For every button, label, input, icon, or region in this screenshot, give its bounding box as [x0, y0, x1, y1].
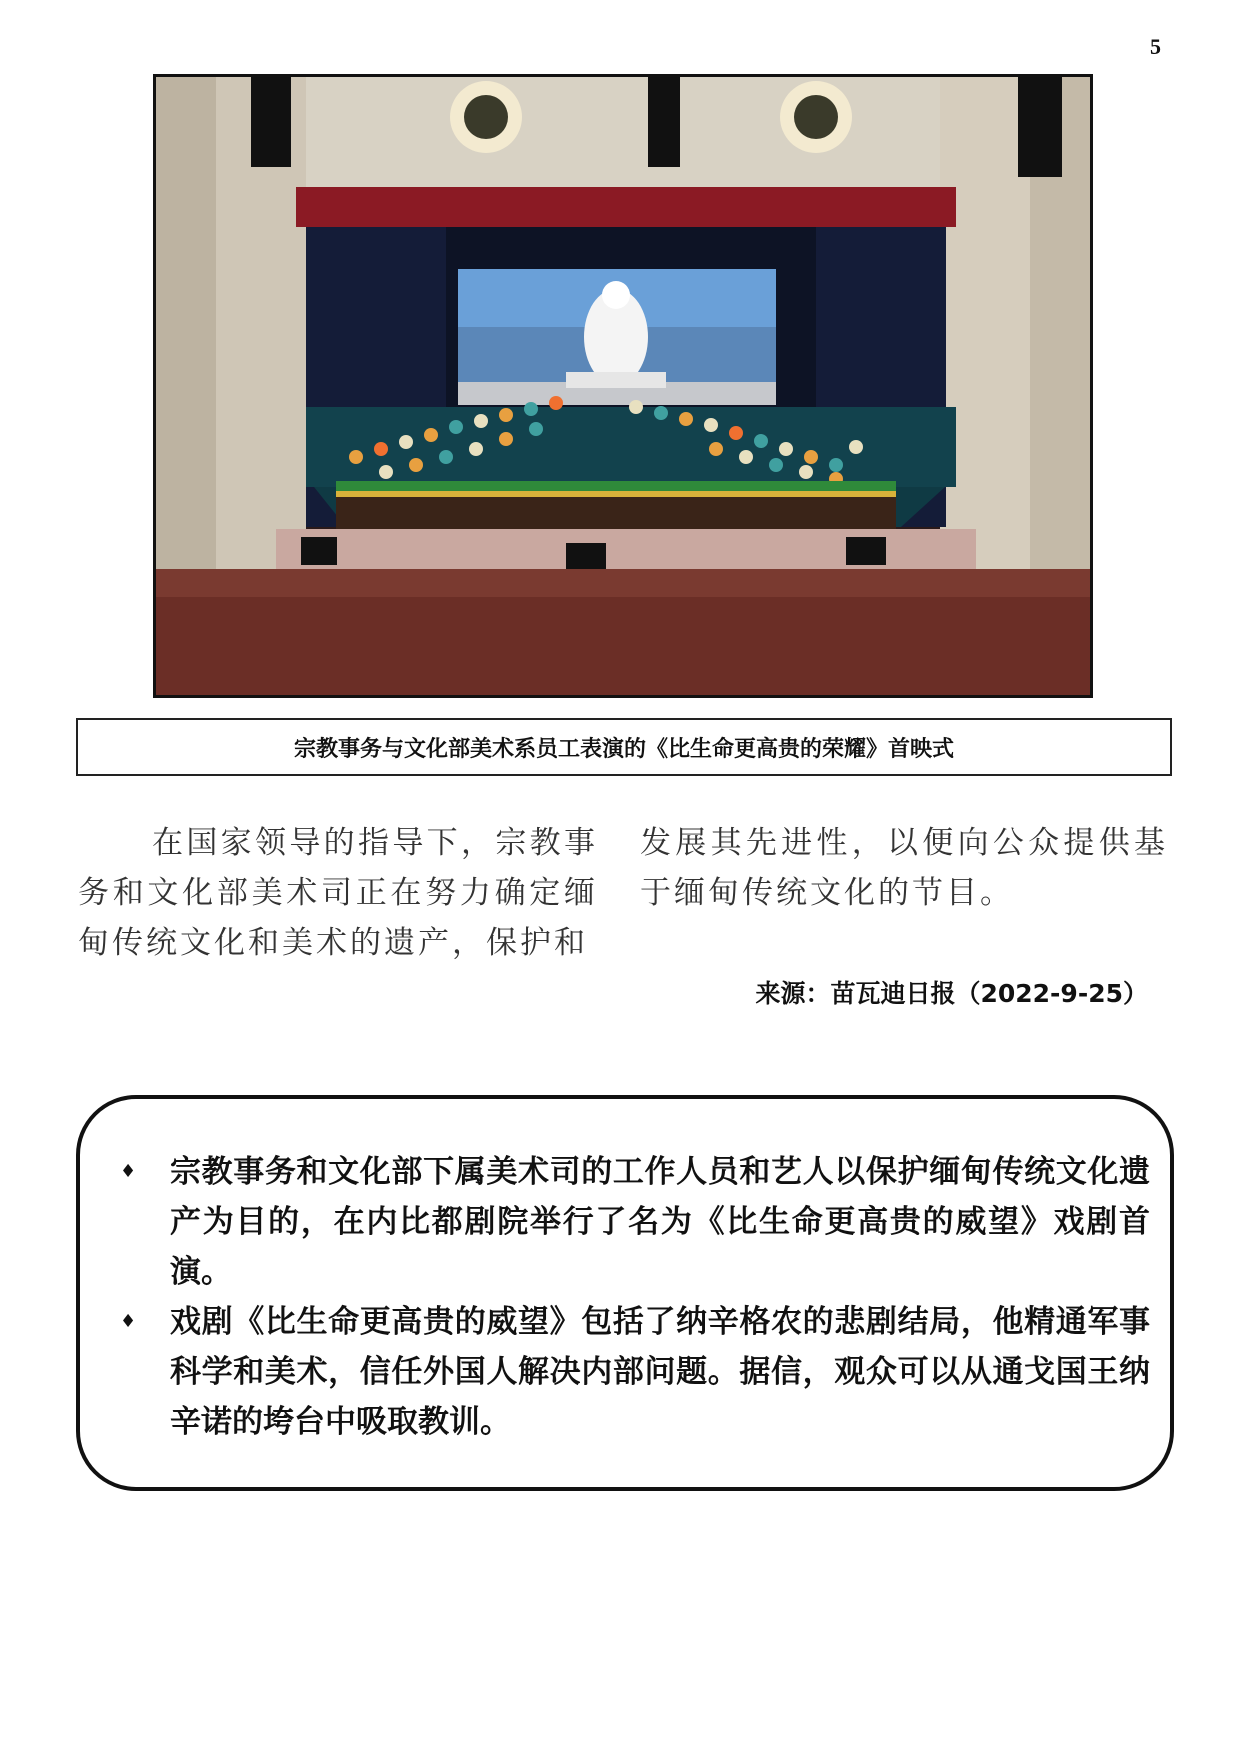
stage-photo [153, 74, 1093, 698]
photo-caption: 宗教事务与文化部美术系员工表演的《比生命更高贵的荣耀》首映式 [76, 718, 1172, 776]
summary-item-text: 戏剧《比生命更高贵的威望》包括了纳辛格农的悲剧结局，他精通军事科学和美术，信任外国人解决内部问题。据信，观众可以从通戈国王纳辛诺的垮台中吸取教训。 [170, 1304, 1150, 1440]
diamond-bullet-icon: ♦ [120, 1311, 137, 1332]
summary-item [110, 1147, 1150, 1297]
diamond-bullet-icon: ♦ [120, 1161, 137, 1182]
body-column-left [78, 818, 598, 968]
summary-item [110, 1297, 1150, 1447]
body-paragraph-right: 发展其先进性，以便向公众提供基于缅甸传统文化的节目。 [640, 825, 1168, 911]
summary-item-text: 宗教事务和文化部下属美术司的工作人员和艺人以保护缅甸传统文化遗产为目的，在内比都剧院举行了名为《比生命更高贵的威望》戏剧首演。 [170, 1154, 1150, 1290]
red-valance [296, 187, 956, 227]
summary-list [110, 1147, 1150, 1447]
source-line: 来源：苗瓦迪日报（2022-9-25） [755, 979, 1148, 1008]
summary-box [76, 1095, 1174, 1491]
page-number: 5 [1150, 34, 1161, 59]
body-column-right [640, 818, 1168, 918]
body-paragraph-left: 在国家领导的指导下，宗教事务和文化部美术司正在努力确定缅甸传统文化和美术的遗产，保护和 [78, 825, 598, 961]
